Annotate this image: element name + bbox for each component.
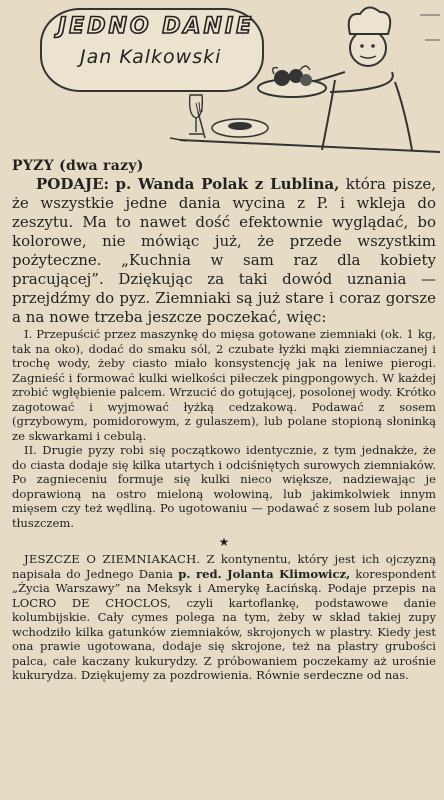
recipe-two-paragraph: II. Drugie pyzy robi się początkowo identycznie, z tym jednakże, że do ciasta dodaje się kilka utartych i odciśniętych surowych ziemniaków. Po zagnieceniu formuje się kulki nieco większe, nadziewając je doprawioną na ostro mieloną wołowiną, lub jakimkolwiek innym mięsem czy też wędliną. Po ugotowaniu — podawać z sosem lub polane tłuszczem. [12, 443, 436, 530]
potato-paragraph [12, 552, 436, 683]
lead-label: PODAJE: [36, 175, 110, 193]
column-title: JEDNO DANIE [58, 14, 255, 39]
potato-text-c: czyli kartoflankę, podstawowe danie kolumbijskie. Cały cymes polega na tym, żeby w skład takiej zupy wchodziło kilka gatunków ziemniaków, skrojonych w plastry. Kiedy jest ona prawie ugotowana, dodaje się skrojone, też na plastry grubości palca, całe kaczany kukurydzy. Z próbowaniem poczekamy aż urośnie kukurydza. Dziękujemy za pozdrowienia. Równie serdeczne od nas. [12, 595, 437, 682]
article [12, 158, 436, 683]
column-header [0, 0, 444, 155]
correspondent-name: p. red. Jolanta Klimowicz, [178, 566, 351, 581]
lead-paragraph [12, 175, 436, 327]
lead-name: p. Wanda Polak z Lublina, [115, 175, 340, 193]
dish-name: LOCRO DE CHOCLOS, [12, 595, 171, 610]
potato-text-b: korespondent „Życia Warszawy” na Meksyk i Amerykę Łacińską. Podaje przepis na [12, 566, 436, 595]
article-heading: PYZY (dwa razy) [12, 158, 144, 174]
author-name: Jan Kalkowski [80, 46, 222, 68]
potato-heading: JESZCZE O ZIEMNIAKACH. [24, 552, 201, 566]
recipe-one-paragraph: I. Przepuścić przez maszynkę do mięsa gotowane ziemniaki (ok. 1 kg, tak na oko), dodać do smaku sól, 2 czubate łyżki mąki ziemniaczanej i trochę wody, żeby ciasto miało konsystencję jak na leniwe pierogi. Zagnieść i formować kulki wielkości piłeczek pingpongowych. W każdej zrobić wgłębienie palcem. Wrzucić do gotującej, posolonej wody. Krótko zagotować i wyjmować łyżką cedzakową. Podawać z sosem (grzybowym, pomidorowym, z gulaszem), lub polane stopioną słoninką ze skwarkami i cebulą. [12, 327, 436, 443]
potato-text-a: Z kontynentu, który jest ich ojczyzną napisała do Jednego Dania [12, 552, 436, 581]
lead-text: która pisze, że wszystkie jedne dania wycina z P. i wkleja do zeszytu. Ma to nawet dość efektownie wyglądać, bo kolorowe, nie mówiąc już, że przede wszystkim pożyteczne. „Kuchnia w sam raz dla kobiety pracującej”. Dziękując za taki dowód uznania — przejdźmy do pyz. Ziemniaki są już stare i coraz gorsze a na nowe trzeba jeszcze poczekać, więc: [12, 175, 436, 326]
section-separator: ★ [218, 535, 230, 549]
